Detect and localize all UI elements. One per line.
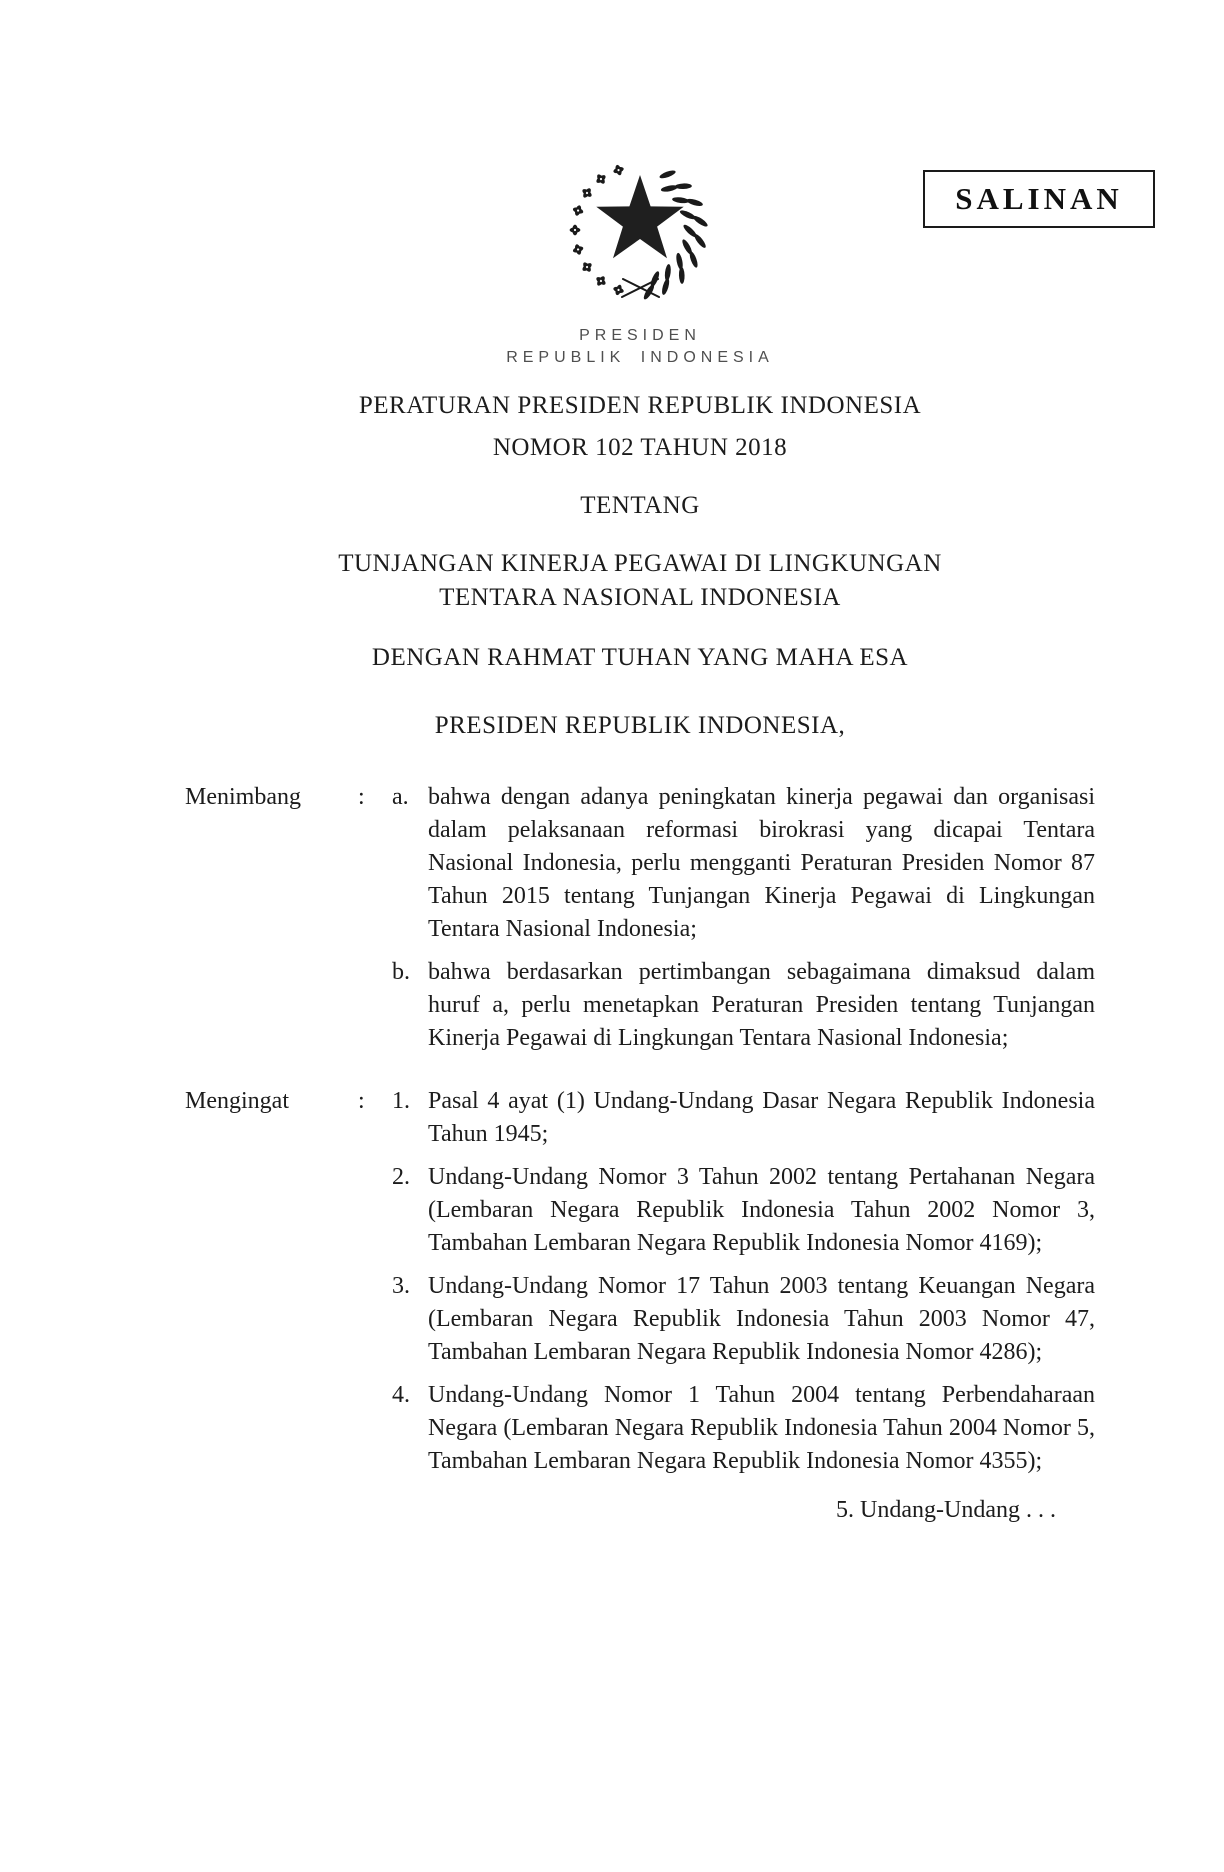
mengingat-label: Mengingat [185,1088,289,1114]
list-item [392,1161,1095,1260]
mengingat-section [185,1085,1095,1478]
subject-line-2: TENTARA NASIONAL INDONESIA [439,584,841,611]
document-content [185,0,1095,1527]
letterhead [185,325,1095,369]
item-text: Undang-Undang Nomor 1 Tahun 2004 tentang Perbendaharaan Negara (Lembaran Negara Republik Indonesia Tahun 2004 Nomor 5, Tambahan Lembaran Negara Republik Indonesia Nomor 4355); [428,1382,1095,1474]
mengingat-colon: : [358,1088,365,1114]
list-item [392,1379,1095,1478]
page-catchword: 5. Undang-Undang . . . [836,1497,1056,1523]
list-item [392,956,1095,1055]
item-text: Undang-Undang Nomor 3 Tahun 2002 tentang Pertahanan Negara (Lembaran Negara Republik Indonesia Tahun 2002 Nomor 3, Tambahan Lembaran Negara Republik Indonesia Nomor 4169); [428,1164,1095,1256]
menimbang-label: Menimbang [185,784,301,810]
list-item [392,1270,1095,1369]
item-text: Undang-Undang Nomor 17 Tahun 2003 tentang Keuangan Negara (Lembaran Negara Republik Indonesia Tahun 2003 Nomor 47, Tambahan Lembaran Negara Republik Indonesia Nomor 4286); [428,1273,1095,1365]
item-marker: b. [392,959,410,985]
letterhead-presiden: PRESIDEN [579,327,701,344]
regulation-title: PERATURAN PRESIDEN REPUBLIK INDONESIA [358,392,922,419]
item-marker: 3. [392,1273,410,1299]
presidential-emblem [560,155,720,305]
authority-line: PRESIDEN REPUBLIK INDONESIA, [434,712,846,739]
list-item [392,781,1095,946]
mengingat-items [392,1085,1095,1478]
star-wreath-icon [560,155,720,305]
item-text: bahwa berdasarkan pertimbangan sebagaimana dimaksud dalam huruf a, perlu menetapkan Peraturan Presiden tentang Tunjangan Kinerja Pegawai di Lingkungan Tentara Nasional Indonesia; [428,959,1095,1051]
regulation-number: NOMOR 102 TAHUN 2018 [492,434,788,461]
item-marker: a. [392,784,409,810]
item-text: Pasal 4 ayat (1) Undang-Undang Dasar Negara Republik Indonesia Tahun 1945; [428,1088,1095,1147]
menimbang-colon: : [358,784,365,810]
letterhead-republik-indonesia: REPUBLIK INDONESIA [506,349,774,366]
cotton-branch [570,163,626,296]
menimbang-section [185,781,1095,1055]
salinan-stamp-label: SALINAN [955,181,1123,216]
item-marker: 4. [392,1382,410,1408]
list-item [392,1085,1095,1151]
subject-line-1: TUNJANGAN KINERJA PEGAWAI DI LINGKUNGAN [338,550,942,577]
item-marker: 1. [392,1088,410,1114]
item-text: bahwa dengan adanya peningkatan kinerja pegawai dan organisasi dalam pelaksanaan reformasi birokrasi yang dicapai Tentara Nasional Indonesia, perlu mengganti Peraturan Presiden Nomor 87 Tahun 2015 tentang Tunjangan Kinerja Pegawai di Lingkungan Tentara Nasional Indonesia; [428,784,1095,942]
grace-line: DENGAN RAHMAT TUHAN YANG MAHA ESA [371,644,909,671]
menimbang-items [392,781,1095,1055]
item-marker: 2. [392,1164,410,1190]
tentang-heading: TENTANG [580,492,700,519]
